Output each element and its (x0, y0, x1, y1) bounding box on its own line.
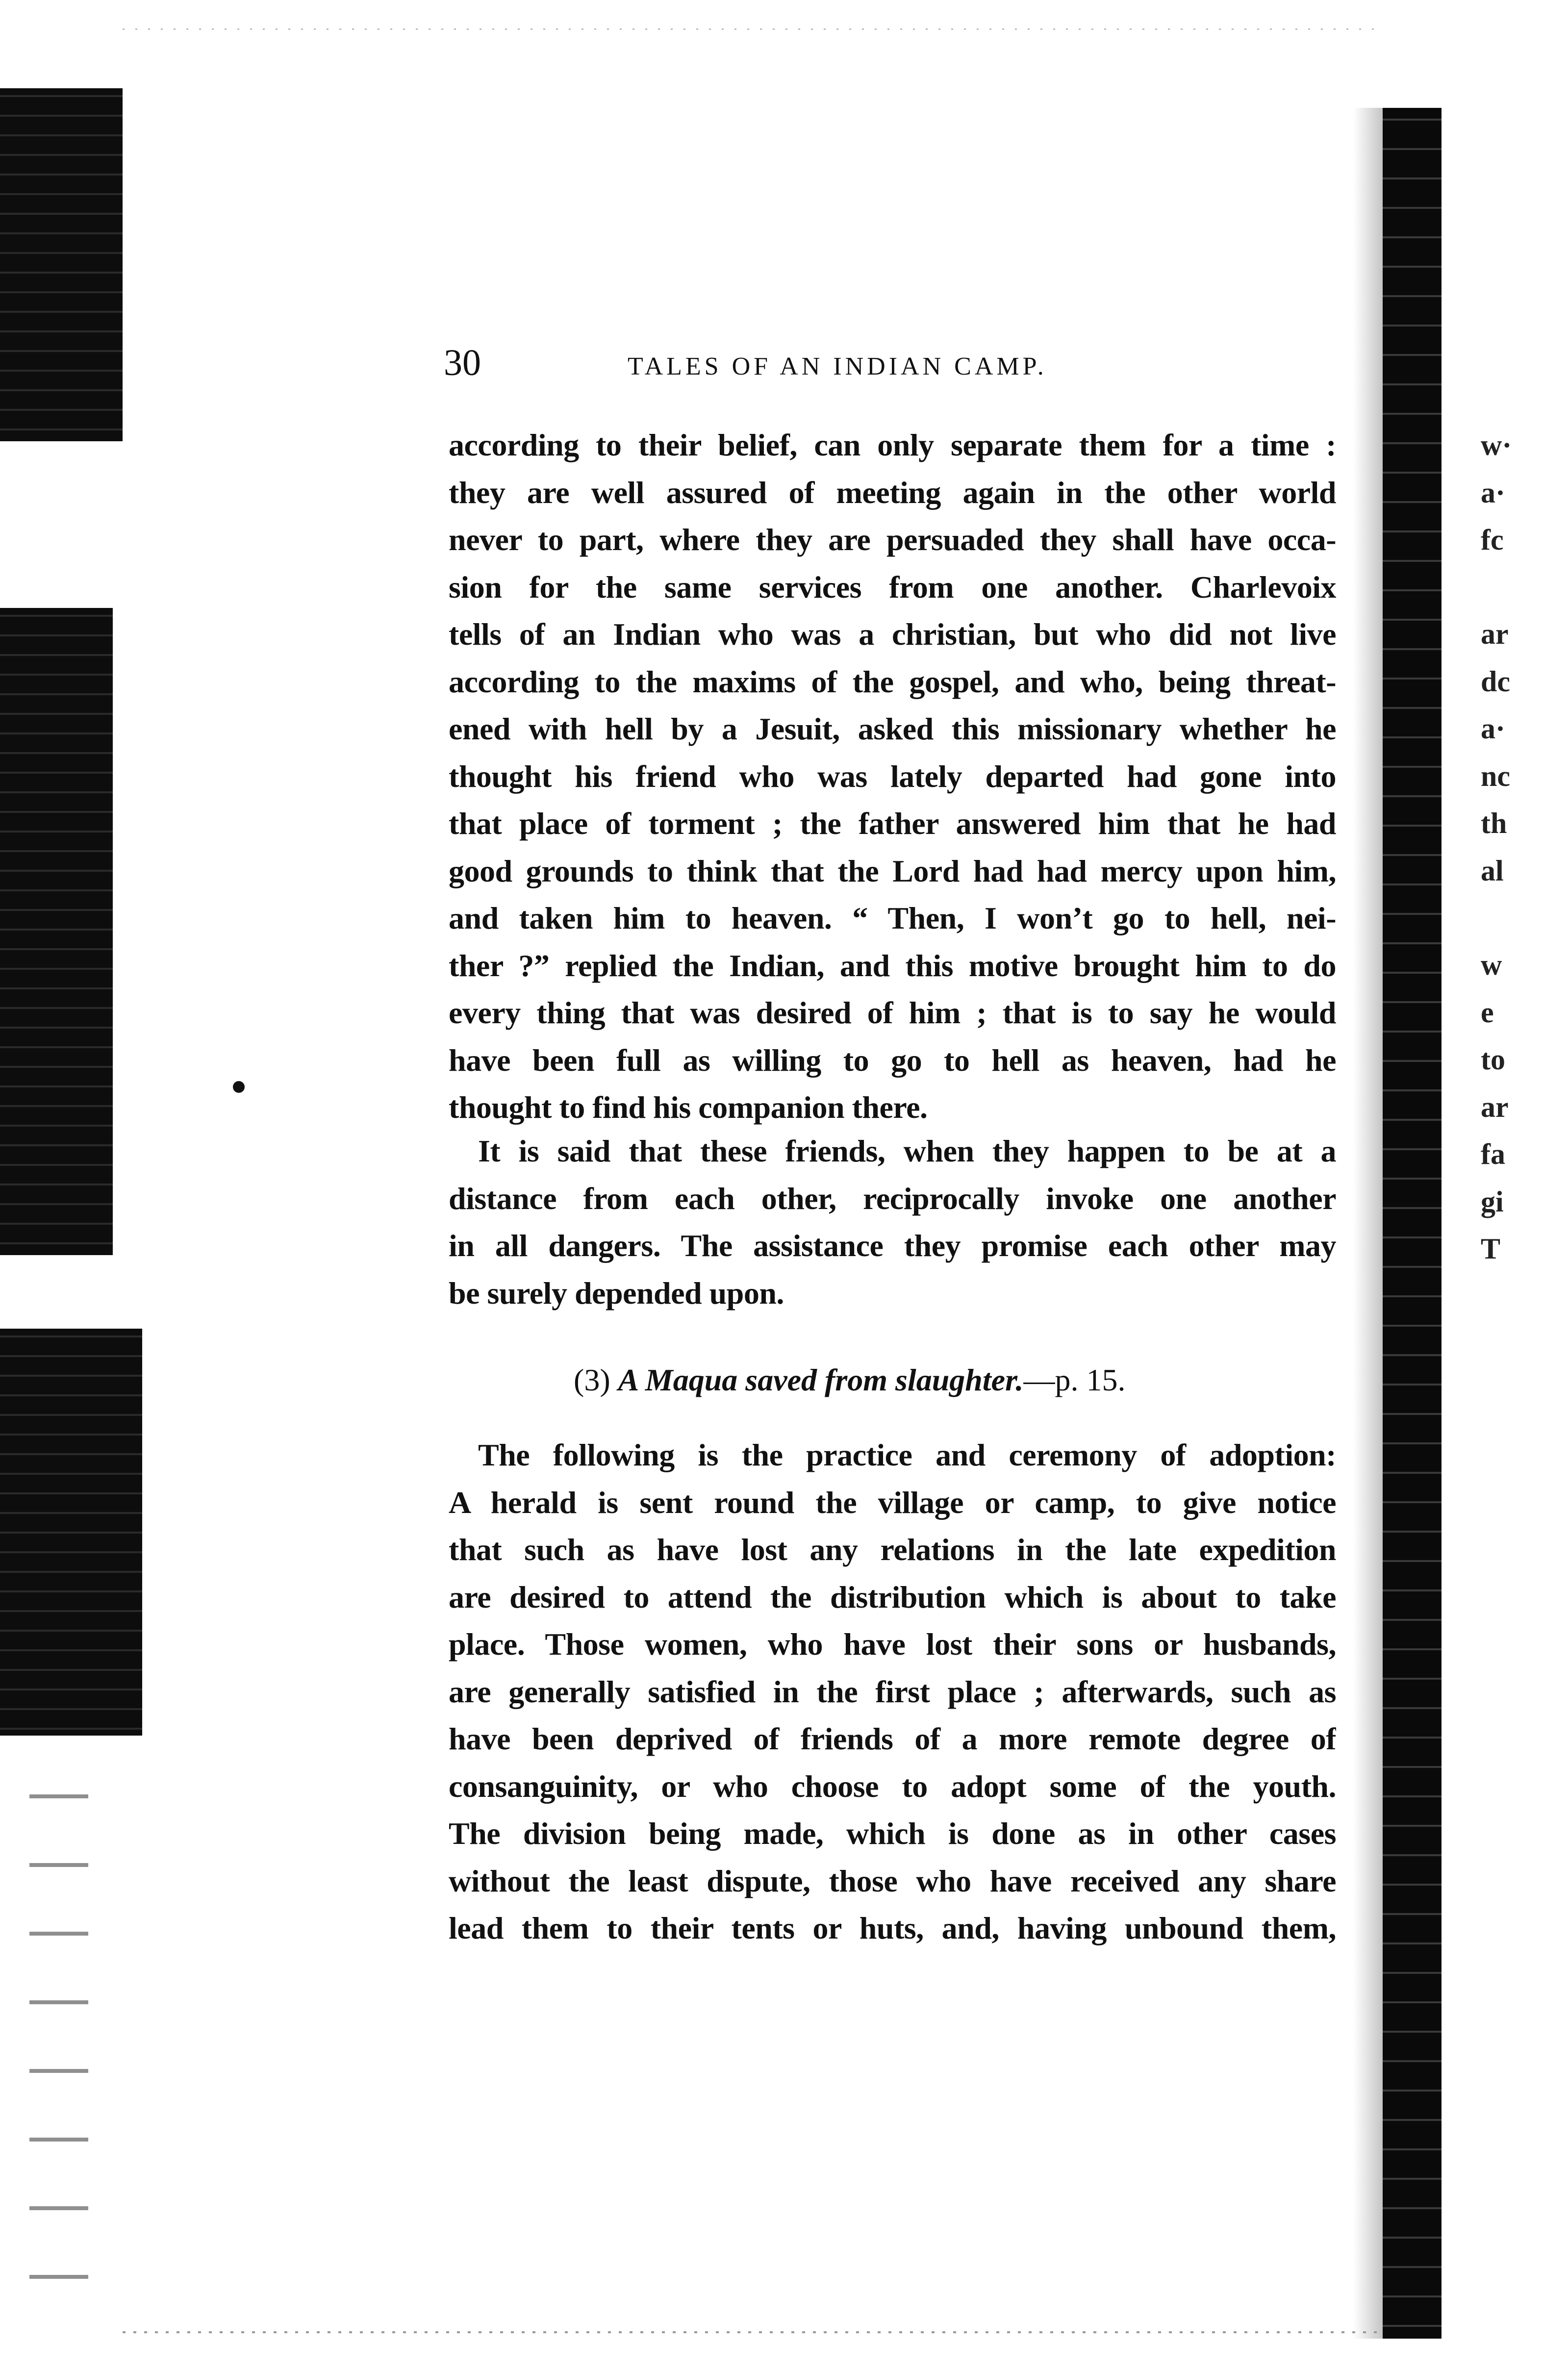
text-line: consanguinity, or who choose to adopt some of the youth. (449, 1768, 1336, 1804)
text-line: every thing that was desired of him ; that is to say he would (449, 995, 1336, 1030)
facing-fragment: fa (1481, 1138, 1505, 1170)
text-line: are desired to attend the distribution which is about to take (449, 1579, 1336, 1614)
facing-page-fragments-3 (1481, 941, 1509, 1273)
page-number: 30 (444, 342, 481, 383)
text-line: A herald is sent round the village or camp, to give notice (449, 1485, 1336, 1520)
text-line: tells of an Indian who was a christian, but who did not live (449, 617, 1336, 652)
text-line: ened with hell by a Jesuit, asked this missionary whether he (449, 711, 1336, 746)
text-line: lead them to their tents or huts, and, having unbound them, (449, 1911, 1336, 1945)
facing-fragment: a· (1481, 712, 1506, 745)
running-head: TALES OF AN INDIAN CAMP. (628, 353, 1047, 380)
text-line: in all dangers. The assistance they promise each other may (449, 1228, 1336, 1263)
text-line: have been full as willing to go to hell as heaven, had he (449, 1042, 1336, 1078)
facing-fragment: w (1481, 949, 1502, 981)
text-line: be surely depended upon. (449, 1275, 784, 1311)
scan-edge-left-dark-3 (0, 1329, 142, 1736)
section-number: (3) (574, 1362, 610, 1397)
text-line: without the least dispute, those who have received any share (449, 1863, 1336, 1898)
text-line: according to their belief, can only separate them for a time : (449, 428, 1336, 462)
facing-fragment: al (1481, 854, 1504, 887)
text-line: they are well assured of meeting again in the other world (449, 475, 1336, 510)
facing-fragment: dc (1481, 665, 1510, 698)
facing-fragment: nc (1481, 759, 1510, 792)
paragraph-2 (449, 1128, 1336, 1317)
text-line: The following is the practice and ceremony of adoption: (478, 1437, 1336, 1472)
text-line: It is said that these friends, when they happen to be at a (478, 1134, 1336, 1168)
facing-fragment: T (1481, 1233, 1501, 1265)
text-line: are generally satisfied in the first place ; afterwards, such as (449, 1674, 1336, 1709)
text-line: and taken him to heaven. “ Then, I won’t go to hell, nei- (449, 901, 1336, 935)
scan-edge-top (123, 28, 1378, 30)
section-page-reference: —p. 15. (1023, 1362, 1126, 1397)
facing-fragment: th (1481, 807, 1507, 839)
text-line: according to the maxims of the gospel, and who, being threat- (449, 664, 1336, 699)
facing-fragment: gi (1481, 1185, 1504, 1218)
text-line: have been deprived of friends of a more remote degree of (449, 1721, 1336, 1756)
text-line: place. Those women, who have lost their sons or husbands, (449, 1627, 1336, 1662)
facing-fragment: ar (1481, 1090, 1509, 1123)
section-title: A Maqua saved from slaughter. (618, 1362, 1024, 1397)
text-line: thought to find his companion there. (449, 1090, 928, 1125)
facing-fragment: ar (1481, 618, 1509, 650)
text-line: sion for the same services from one another. Charlevoix (449, 569, 1336, 605)
text-line: thought his friend who was lately departed had gone into (449, 758, 1336, 794)
facing-fragment: w· (1481, 429, 1512, 461)
text-line: that such as have lost any relations in the late expedition (449, 1532, 1336, 1567)
scan-edge-left-dark-2 (0, 608, 113, 1255)
paragraph-1 (449, 422, 1336, 1132)
page-header (444, 341, 1366, 390)
scan-edge-left-dark-1 (0, 88, 123, 441)
text-line: distance from each other, reciprocally invoke one another (449, 1181, 1336, 1216)
facing-page-fragments-2 (1481, 610, 1510, 894)
text-line: ther ?” replied the Indian, and this motive brought him to do (449, 948, 1336, 983)
section-heading (574, 1358, 1125, 1402)
text-line: The division being made, which is done as in other cases (449, 1816, 1336, 1851)
facing-page-fragments-1 (1481, 422, 1512, 564)
facing-fragment: to (1481, 1043, 1505, 1076)
paragraph-3 (449, 1432, 1336, 1952)
scan-edge-bottom (123, 2331, 1378, 2333)
ink-spot (233, 1081, 245, 1093)
text-line: good grounds to think that the Lord had had mercy upon him, (449, 853, 1336, 888)
facing-fragment: a· (1481, 476, 1506, 509)
scan-edge-right-dark (1383, 108, 1442, 2339)
scan-edge-left-marks (29, 1765, 88, 2344)
text-line: never to part, where they are persuaded they shall have occa- (449, 522, 1336, 557)
facing-fragment: e (1481, 996, 1494, 1029)
text-line: that place of torment ; the father answered him that he had (449, 806, 1336, 841)
facing-fragment: fc (1481, 524, 1504, 556)
